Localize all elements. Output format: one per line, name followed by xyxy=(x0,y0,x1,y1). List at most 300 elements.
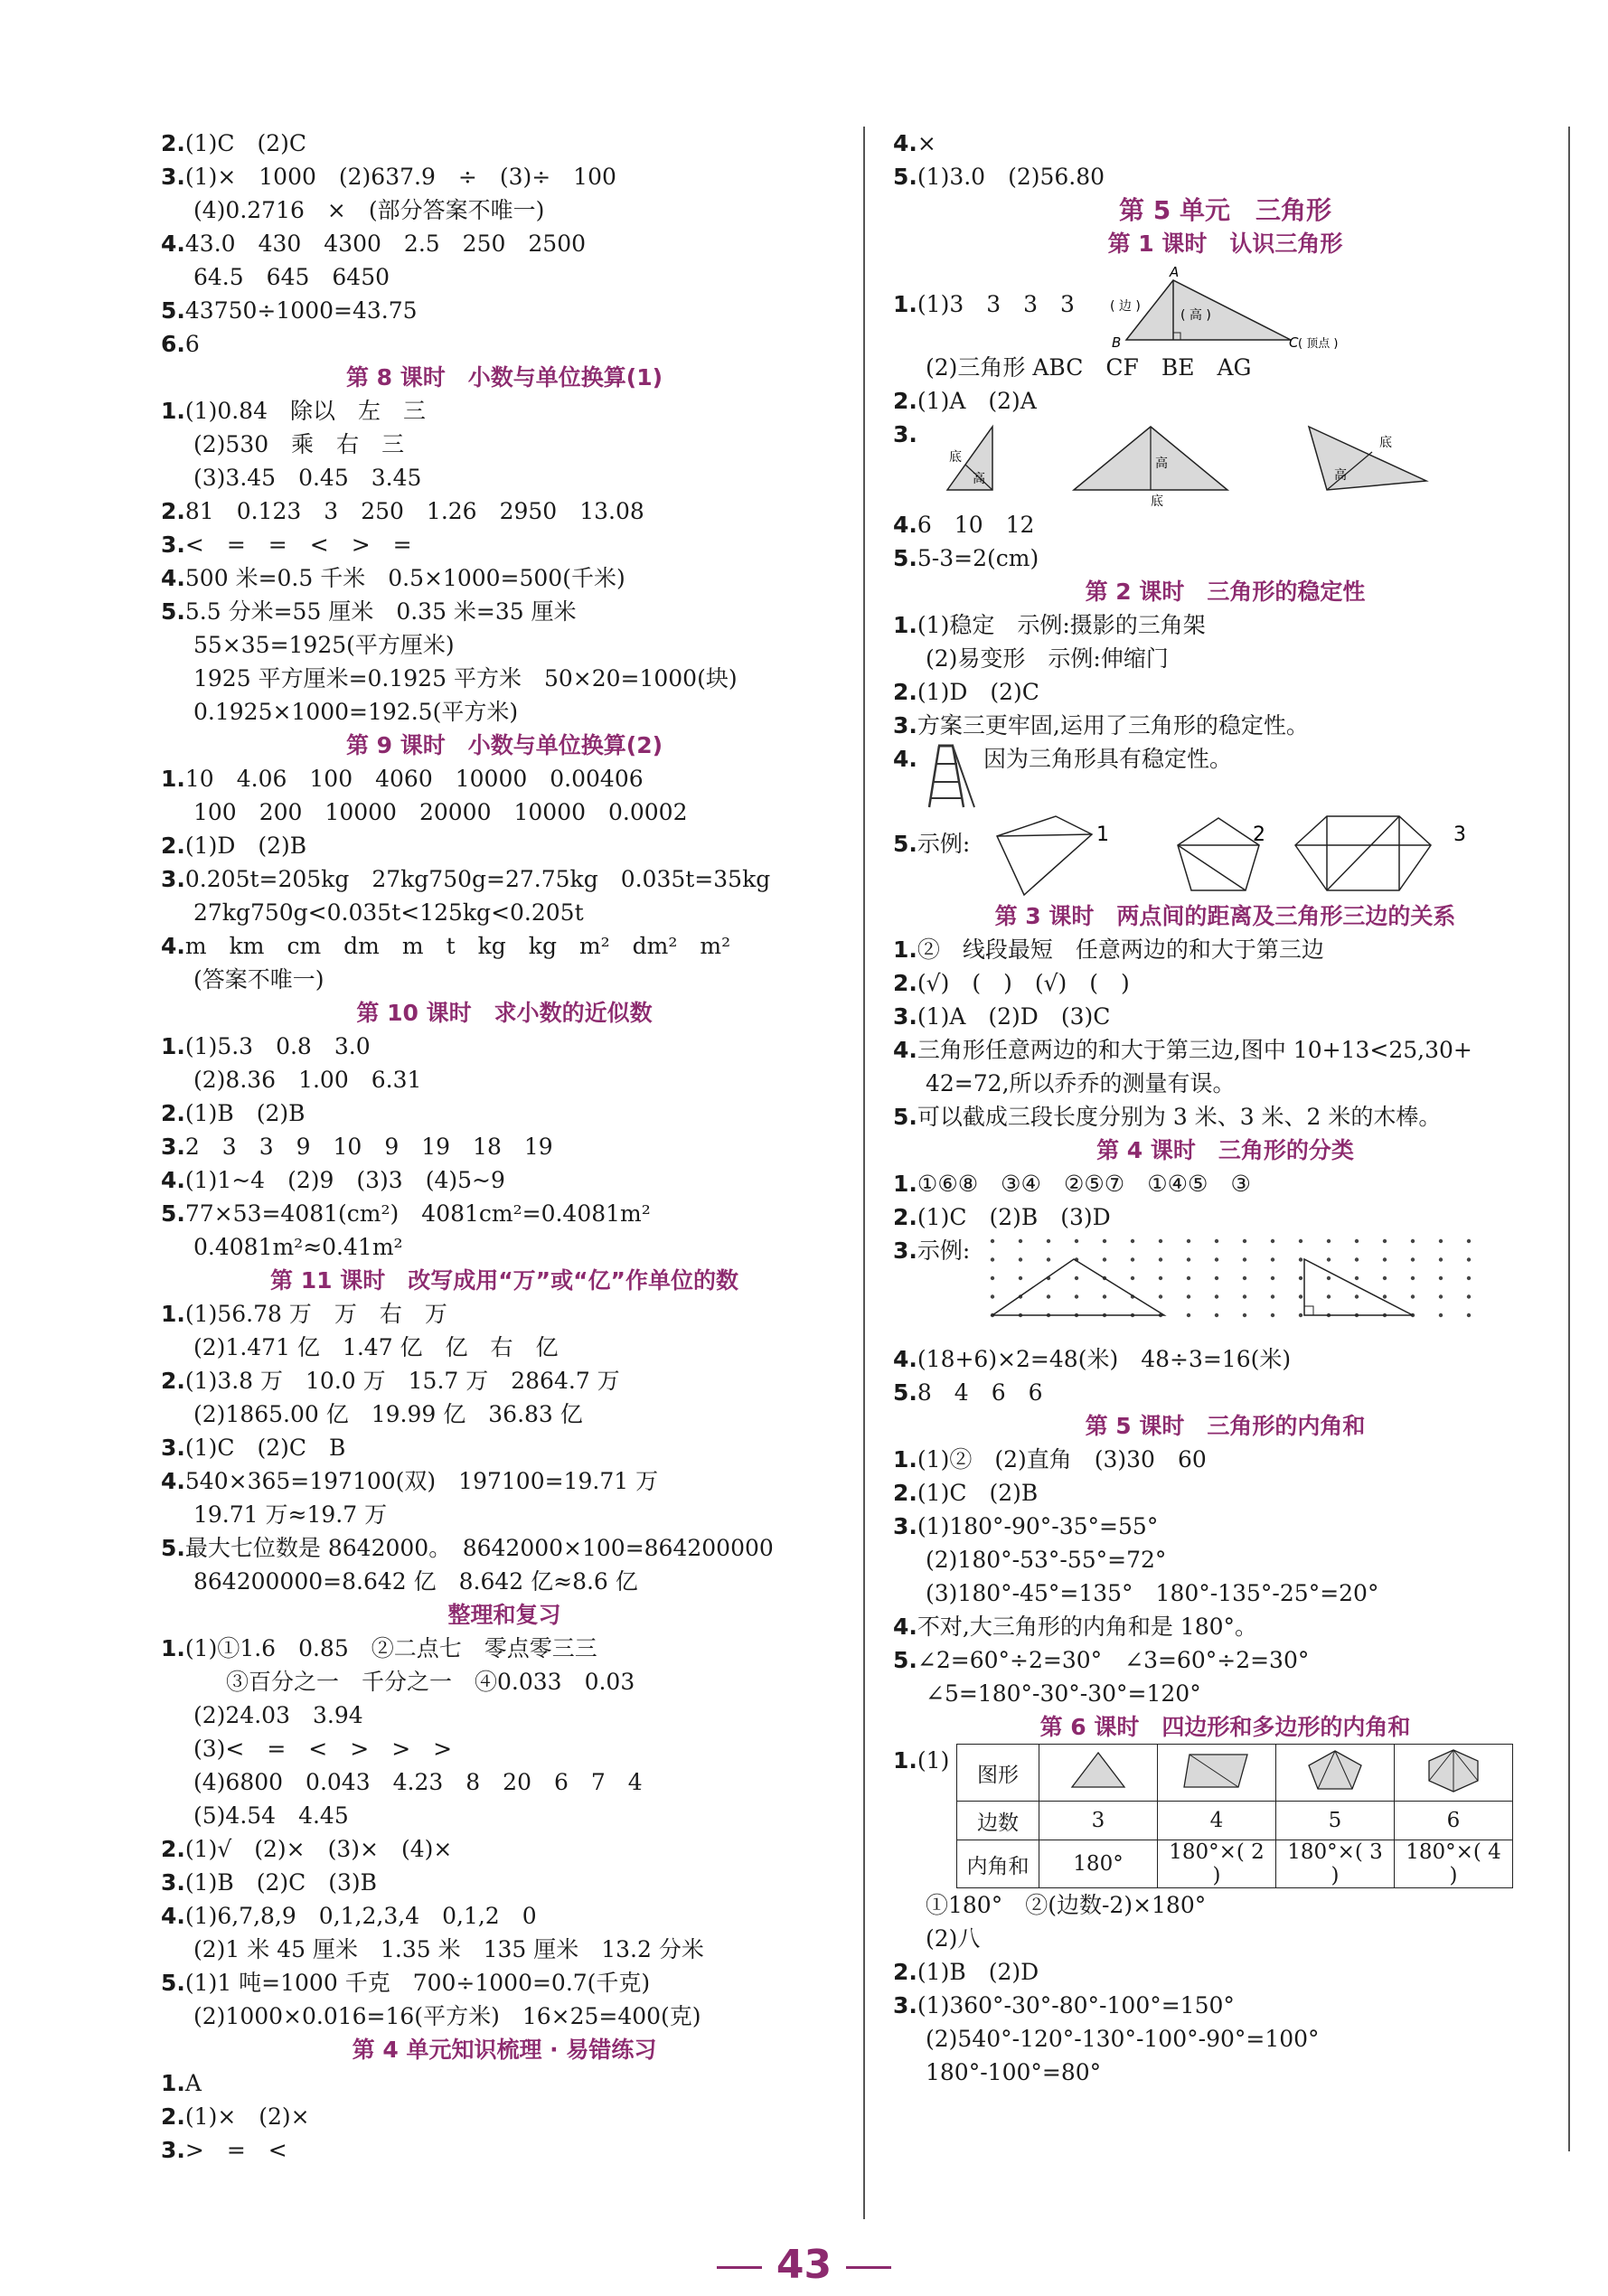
grid-dot xyxy=(1327,1276,1331,1280)
grid-dot xyxy=(1019,1257,1022,1261)
header-shape: 图形 xyxy=(957,1745,1039,1802)
grid-dot xyxy=(1159,1239,1162,1243)
answer-text: 不对,大三角形的内角和是 180°。 xyxy=(917,1614,1258,1640)
answer-text: 27kg750g<0.035t<125kg<0.205t xyxy=(193,899,584,926)
answer-line xyxy=(161,327,848,361)
section-heading: 第 10 课时 求小数的近似数 xyxy=(356,1000,653,1026)
question-number: 3. xyxy=(893,712,917,739)
answer-line xyxy=(893,127,1557,160)
answer-text: (1)0.84 除以 左 三 xyxy=(184,398,426,424)
question-number: 5. xyxy=(893,1104,917,1130)
answer-line xyxy=(161,428,848,461)
grid-dot xyxy=(1467,1257,1471,1261)
answer-line xyxy=(161,1331,848,1364)
q1-block: 1.(1)3 3 3 3 A B C ( 边 ) ( 高 ) ( 顶点 ) xyxy=(893,260,1557,351)
answer-text: 42=72,所以乔乔的测量有误。 xyxy=(926,1070,1236,1096)
answer-line xyxy=(161,160,848,193)
grid-dot xyxy=(1383,1276,1387,1280)
answer-text: (2)8.36 1.00 6.31 xyxy=(193,1067,422,1093)
grid-dot xyxy=(1271,1257,1274,1261)
answer-text: (1)180°-90°-35°=55° xyxy=(917,1513,1159,1539)
answer-line xyxy=(161,1866,848,1899)
question-number: 3. xyxy=(893,1992,917,2018)
answer-text: ② 线段最短 任意两边的和大于第三边 xyxy=(917,936,1324,963)
height-label: 高 xyxy=(1155,456,1168,471)
answer-line xyxy=(893,1888,1557,1922)
grid-dot xyxy=(1215,1257,1218,1261)
triangle-heights-figure xyxy=(893,418,1557,508)
answer-text: (4)0.2716 × (部分答案不唯一) xyxy=(193,197,545,223)
sides-cell: 6 xyxy=(1395,1802,1513,1840)
answer-line xyxy=(161,1799,848,1832)
question-number: 1. xyxy=(893,612,917,638)
pentagon-shape-cell xyxy=(1276,1745,1395,1802)
grid-dot xyxy=(1187,1239,1190,1243)
answer-text: (√) ( ) (√) ( ) xyxy=(917,970,1130,996)
answer-text: 2 3 3 9 10 9 19 18 19 xyxy=(184,1134,553,1160)
answer-text: (2)八 xyxy=(926,1925,981,1952)
answer-line xyxy=(161,628,848,662)
answer-text: 可以截成三段长度分别为 3 米、3 米、2 米的木棒。 xyxy=(917,1104,1442,1130)
section-heading: 第 8 课时 小数与单位换算(1) xyxy=(345,364,663,391)
grid-dot xyxy=(1103,1239,1106,1243)
answer-text: (1)A (2)A xyxy=(917,388,1037,414)
q3-triangles-block: 3. 底 高 高 底 底 高 xyxy=(893,418,1557,508)
grid-dot xyxy=(1411,1294,1415,1298)
question-number: 4. xyxy=(161,565,185,591)
answer-text: (1)× (2)× xyxy=(184,2103,310,2130)
grid-dot xyxy=(1299,1239,1302,1243)
grid-dot xyxy=(1187,1257,1190,1261)
answer-line xyxy=(893,1510,1557,1543)
answer-text: 示例: xyxy=(917,831,971,857)
answer-text: (2)24.03 3.94 xyxy=(193,1702,363,1728)
answer-line xyxy=(161,1632,848,1665)
question-number: 6. xyxy=(161,331,185,357)
grid-dot xyxy=(1243,1239,1246,1243)
grid-dot xyxy=(1411,1276,1415,1280)
answer-text: × xyxy=(917,130,936,156)
grid-dot xyxy=(1047,1294,1050,1298)
answer-line xyxy=(161,260,848,294)
answer-text: (4)6800 0.043 4.23 8 20 6 7 4 xyxy=(193,1769,643,1795)
answer-text: 因为三角形具有稳定性。 xyxy=(983,746,1233,772)
answer-text: 方案三更牢固,运用了三角形的稳定性。 xyxy=(917,712,1309,739)
answer-line xyxy=(161,662,848,695)
answer-text: (3)180°-45°=135° 180°-135°-25°=20° xyxy=(926,1580,1379,1606)
answer-text: 0.205t=205kg 27kg750g=27.75kg 0.035t=35kg xyxy=(184,866,771,892)
dot-grid-figure xyxy=(979,1234,1485,1342)
answer-text: (1)C (2)B xyxy=(917,1480,1039,1506)
answer-text: 5-3=2(cm) xyxy=(917,545,1039,571)
answer-line xyxy=(893,709,1557,742)
answer-line xyxy=(161,193,848,227)
vertex-b-label: B xyxy=(1112,334,1122,351)
answer-text: (1)3.0 (2)56.80 xyxy=(917,164,1105,190)
height-label: 高 xyxy=(973,472,985,486)
answer-line xyxy=(161,127,848,160)
sides-cell: 5 xyxy=(1276,1802,1395,1840)
answer-text: (1)56.78 万 万 右 万 xyxy=(184,1301,447,1327)
answer-text: (1)6,7,8,9 0,1,2,3,4 0,1,2 0 xyxy=(184,1903,537,1929)
answer-line xyxy=(893,1543,1557,1576)
answer-text: 1925 平方厘米=0.1925 平方米 50×20=1000(块) xyxy=(193,665,738,692)
answer-line xyxy=(161,862,848,896)
question-number: 1. xyxy=(893,1747,917,1774)
answer-line xyxy=(161,963,848,996)
figure-number: 2 xyxy=(1253,823,1265,846)
answer-text: 500 米=0.5 千米 0.5×1000=500(千米) xyxy=(184,565,625,591)
section-heading: 第 2 课时 三角形的稳定性 xyxy=(1085,579,1366,605)
grid-dot xyxy=(1439,1294,1443,1298)
question-number: 2. xyxy=(893,970,917,996)
answer-line xyxy=(893,1443,1557,1476)
answer-line xyxy=(161,1732,848,1765)
answer-text: (1)5.3 0.8 3.0 xyxy=(184,1033,371,1059)
answer-line xyxy=(161,1832,848,1866)
answer-line xyxy=(893,541,1557,575)
question-number: 2. xyxy=(161,130,185,156)
answer-line xyxy=(893,1000,1557,1033)
answer-text: (2)1000×0.016=16(平方米) 16×25=400(克) xyxy=(193,2003,701,2029)
section-heading: 第 11 课时 改写成用“万”或“亿”作单位的数 xyxy=(270,1267,738,1294)
page-number: 43 xyxy=(0,2242,1608,2288)
grid-dot xyxy=(1103,1257,1106,1261)
answer-text: (1)3 3 3 3 xyxy=(917,291,1075,317)
grid-dot xyxy=(1159,1257,1162,1261)
question-number: 1. xyxy=(893,936,917,963)
question-number: 4. xyxy=(161,933,185,959)
grid-dot xyxy=(991,1276,994,1280)
question-number: 3. xyxy=(161,1435,185,1461)
grid-dot xyxy=(1075,1276,1078,1280)
question-number: 2. xyxy=(893,1480,917,1506)
question-number: 1. xyxy=(161,1033,185,1059)
answer-text: 43.0 430 4300 2.5 250 2500 xyxy=(184,231,587,257)
section-heading: 第 5 课时 三角形的内角和 xyxy=(1085,1413,1366,1439)
grid-dot xyxy=(1355,1276,1359,1280)
answer-text: (1)A (2)D (3)C xyxy=(917,1003,1111,1030)
answer-line xyxy=(161,1130,848,1163)
grid-dot xyxy=(1187,1276,1190,1280)
answer-text: 81 0.123 3 250 1.26 2950 13.08 xyxy=(184,498,644,524)
answer-text: (1)C (2)C xyxy=(184,130,306,156)
answer-text: (1)①1.6 0.85 ②二点七 零点零三三 xyxy=(184,1635,597,1661)
polygon-angle-table xyxy=(956,1744,1513,1888)
answer-line xyxy=(161,1899,848,1933)
question-number: 2. xyxy=(893,679,917,705)
right-edge-divider xyxy=(1568,127,1570,2151)
answer-text: 0.4081m²≈0.41m² xyxy=(193,1234,403,1260)
question-number: 3. xyxy=(161,866,185,892)
answer-text: A xyxy=(184,2070,202,2096)
answer-line xyxy=(161,1531,848,1565)
answer-line xyxy=(893,1576,1557,1610)
answer-line xyxy=(893,1955,1557,1989)
answer-text: 55×35=1925(平方厘米) xyxy=(193,632,455,658)
question-number: 1. xyxy=(161,398,185,424)
answer-line xyxy=(893,508,1557,541)
answer-text: 5.5 分米=55 厘米 0.35 米=35 厘米 xyxy=(184,598,577,625)
answer-text: (1)B (2)C (3)B xyxy=(184,1869,378,1896)
answer-text: (2)540°-120°-130°-100°-90°=100° xyxy=(926,2026,1320,2052)
answer-line xyxy=(161,1063,848,1096)
question-number: 1. xyxy=(893,1171,917,1197)
answer-line xyxy=(893,1476,1557,1510)
question-number: 1. xyxy=(161,766,185,792)
question-number: 1. xyxy=(161,2070,185,2096)
edge-label: ( 边 ) xyxy=(1110,299,1141,314)
question-number: 1. xyxy=(161,1301,185,1327)
answer-line xyxy=(161,929,848,963)
grid-dot xyxy=(1383,1294,1387,1298)
question-number: 4. xyxy=(893,1346,917,1372)
answer-line xyxy=(893,1100,1557,1134)
answer-line xyxy=(161,2100,848,2133)
polygon-table-block xyxy=(893,1744,1557,1888)
answer-text: 0.1925×1000=192.5(平方米) xyxy=(193,699,519,725)
question-number: 2. xyxy=(161,833,185,859)
question-number: 5. xyxy=(893,164,917,190)
grid-dot xyxy=(1439,1257,1443,1261)
section-heading: 第 9 课时 小数与单位换算(2) xyxy=(345,732,663,758)
grid-dot xyxy=(1215,1239,1218,1243)
section-heading: 整理和复习 xyxy=(447,1602,561,1628)
answer-text: (1)② (2)直角 (3)30 60 xyxy=(917,1446,1207,1473)
answer-line xyxy=(161,1565,848,1598)
answer-text: (2)1.471 亿 1.47 亿 亿 右 亿 xyxy=(193,1334,559,1360)
q3-dotgrid-block: 3.示例: xyxy=(893,1234,1557,1342)
grid-dot xyxy=(1355,1239,1359,1243)
figure-number: 1 xyxy=(1096,823,1109,846)
answer-text: < = = < > = xyxy=(184,532,412,558)
answer-text: (1)C (2)B (3)D xyxy=(917,1204,1111,1230)
answer-line xyxy=(161,461,848,494)
grid-dot xyxy=(1467,1239,1471,1243)
grid-dot xyxy=(991,1257,994,1261)
section-heading: 第 3 课时 两点间的距离及三角形三边的关系 xyxy=(994,903,1456,929)
answer-line xyxy=(893,1643,1557,1677)
answer-line xyxy=(893,1200,1557,1234)
question-number: 4. xyxy=(893,512,917,538)
answer-text: 10 4.06 100 4060 10000 0.00406 xyxy=(184,766,644,792)
height-label: ( 高 ) xyxy=(1180,308,1211,323)
grid-dot xyxy=(1271,1276,1274,1280)
grid-dot xyxy=(1159,1294,1162,1298)
grid-dot xyxy=(1271,1313,1274,1317)
q5-polygons-block: 5.示例: 1 2 3 xyxy=(893,809,1557,899)
answer-line xyxy=(161,294,848,327)
question-number: 2. xyxy=(893,1204,917,1230)
answer-line xyxy=(161,795,848,829)
answer-line xyxy=(161,1431,848,1464)
question-number: 4. xyxy=(893,1614,917,1640)
answer-line xyxy=(161,762,848,795)
answer-text: (1)D (2)B xyxy=(184,833,307,859)
question-number: 5. xyxy=(161,297,185,324)
section-heading: 第 6 课时 四边形和多边形的内角和 xyxy=(1039,1714,1411,1740)
right-column: 4.× 5.(1)3.0 (2)56.80 第 5 单元 三角形 第 1 课时 认识三角形 1.(1)3 3 3 3 A B C ( 边 ) ( 高 ) ( 顶点 ) (2)三角形 ABC CF BE AG 2.(1)A (2)A 3. 底 高 高 底 底 高 4.6 10 12 5.5-3=2(cm) 第 2 课时 三角形的稳定性 1.(1)稳定 示例:摄影的三角架 (2)易变形 示例:伸缩门 2.(1)D (2)C 3.方案三更牢固,运用了三角形的稳定性。 4. 因为三角形具有稳定性。 5.示例: 1 2 3 第 3 课时 两点间的距离及三角形三边的关系 1.② 线段最短 任意两边的和大于第三边 2.(√) ( ) (√) ( ) 3.(1)A (2)D (3)C 4.三角形任意两边的和大于第三边,图中 10+13<25,30+ 42=72,所以乔乔的测量有误。 5.可以截成三段长度分别为 3 米、3 米、2 米的木棒。 第 4 课时 三角形的分类 1.①⑥⑧ ③④ ②⑤⑦ ①④⑤ ③ 2.(1)C (2)B (3)D 3.示例: 4.(18+6)×2=48(米) 48÷3=16(米) 5.8 4 6 6 第 5 课时 三角形的内角和 1.(1)② (2)直角 (3)30 60 2.(1)C (2)B 3.(1)180°-90°-35°=55° (2)180°-53°-55°=72° (3)180°-45°=135° 180°-135°-25°=20° 4.不对,大三角形的内角和是 180°。 5.∠2=60°÷2=30° ∠3=60°÷2=30° ∠5=180°-30°-30°=120° 第 6 课时 四边形和多边形的内角和 1.(1) 图形 边数 3 4 5 6 内角和 180° 180°×( 2 ) 180°×( 3 ) 180°×( 4 ) ①180° ②(边数-2)×180° (2)八 2.(1)B (2)D 3.(1)360°-30°-80°-100°=150° (2)540°-120°-130°-100°-90°=100° 180°-100°=80° xyxy=(893,127,1557,2089)
answer-line xyxy=(893,1342,1557,1376)
answer-line xyxy=(161,695,848,729)
question-number: 5. xyxy=(161,1970,185,1996)
question-number: 1. xyxy=(161,1635,185,1661)
answer-text: 864200000=8.642 亿 8.642 亿≈8.6 亿 xyxy=(193,1568,638,1595)
question-number: 5. xyxy=(893,1379,917,1406)
grid-dot xyxy=(1243,1294,1246,1298)
answer-text: (2)易变形 示例:伸缩门 xyxy=(926,645,1169,672)
question-number: 5. xyxy=(161,598,185,625)
answer-text: (18+6)×2=48(米) 48÷3=16(米) xyxy=(917,1346,1292,1372)
grid-dot xyxy=(1075,1294,1078,1298)
answer-line xyxy=(893,1376,1557,1409)
grid-dot xyxy=(1299,1294,1302,1298)
grid-dot xyxy=(1243,1313,1246,1317)
answer-line xyxy=(893,1989,1557,2022)
grid-dot xyxy=(991,1294,994,1298)
section-heading: 第 4 课时 三角形的分类 xyxy=(1096,1137,1354,1163)
question-number: 4. xyxy=(161,1468,185,1494)
answer-line xyxy=(161,1030,848,1063)
answer-text: ③百分之一 千分之一 ④0.033 0.03 xyxy=(226,1669,635,1695)
answer-text: (3)< = < > > > xyxy=(193,1736,453,1762)
column-divider xyxy=(863,127,865,2219)
pentagon-icon xyxy=(1303,1747,1367,1793)
answer-text: ①⑥⑧ ③④ ②⑤⑦ ①④⑤ ③ xyxy=(917,1171,1251,1197)
question-number: 3. xyxy=(161,1869,185,1896)
grid-dot xyxy=(1271,1294,1274,1298)
answer-text: (1)C (2)C B xyxy=(184,1435,346,1461)
ladder-icon xyxy=(926,742,980,809)
hexagon-icon xyxy=(1422,1746,1485,1793)
answer-text: ①180° ②(边数-2)×180° xyxy=(926,1892,1207,1918)
grid-dot xyxy=(1383,1239,1387,1243)
unit-title: 第 5 单元 三角形 xyxy=(1119,195,1331,225)
grid-dot xyxy=(1243,1257,1246,1261)
question-number: 5. xyxy=(161,1200,185,1227)
answer-line xyxy=(893,933,1557,966)
grid-dot xyxy=(1019,1276,1022,1280)
answer-text: 19.71 万≈19.7 万 xyxy=(193,1501,388,1528)
hexagon-shape-cell xyxy=(1395,1745,1513,1802)
question-number: 5. xyxy=(893,1647,917,1673)
grid-dot xyxy=(1103,1294,1106,1298)
angle-sum-cell: 180°×( 4 ) xyxy=(1395,1840,1513,1888)
question-number: 4. xyxy=(893,130,917,156)
answer-line xyxy=(893,1610,1557,1643)
grid-dot xyxy=(1047,1257,1050,1261)
grid-dot xyxy=(1187,1313,1190,1317)
sub-label: (1) xyxy=(917,1747,950,1774)
answer-line xyxy=(161,1230,848,1264)
answer-line xyxy=(161,1397,848,1431)
question-number: 3. xyxy=(161,2137,185,2163)
answer-text: (2)530 乘 右 三 xyxy=(193,431,405,457)
answer-text: > = < xyxy=(184,2137,287,2163)
angle-sum-cell: 180°×( 2 ) xyxy=(1158,1840,1276,1888)
answer-line xyxy=(161,2133,848,2167)
grid-dot xyxy=(1215,1294,1218,1298)
vertex-label: ( 顶点 ) xyxy=(1298,337,1339,351)
grid-dot xyxy=(1131,1239,1134,1243)
triangle-icon xyxy=(1067,1747,1130,1793)
answer-line xyxy=(161,2000,848,2033)
answer-text: 180°-100°=80° xyxy=(926,2059,1102,2085)
sides-cell: 3 xyxy=(1039,1802,1158,1840)
base-label: 底 xyxy=(1379,436,1392,450)
grid-dot xyxy=(1439,1313,1443,1317)
grid-dot xyxy=(1327,1239,1331,1243)
answer-line xyxy=(161,1498,848,1531)
answer-text: 6 10 12 xyxy=(917,512,1035,538)
answer-text: ∠5=180°-30°-30°=120° xyxy=(926,1680,1201,1707)
section-heading: 第 4 单元知识梳理 · 易错练习 xyxy=(352,2037,657,2063)
q4-ladder-block: 4. 因为三角形具有稳定性。 xyxy=(893,742,1557,809)
answer-text: 43750÷1000=43.75 xyxy=(184,297,418,324)
answer-line xyxy=(893,1033,1557,1067)
base-label: 底 xyxy=(1151,494,1163,509)
answer-line xyxy=(161,561,848,595)
answer-text: 最大七位数是 8642000。 8642000×100=864200000 xyxy=(184,1535,774,1561)
grid-dot xyxy=(1075,1239,1078,1243)
answer-line xyxy=(161,1197,848,1230)
quadrilateral-icon xyxy=(1180,1747,1253,1793)
answer-text: (5)4.54 4.45 xyxy=(193,1802,349,1829)
answer-line xyxy=(893,642,1557,675)
polygon-division-figure xyxy=(983,809,1544,899)
answer-text: ∠2=60°÷2=30° ∠3=60°÷2=30° xyxy=(917,1647,1310,1673)
answer-line xyxy=(161,394,848,428)
height-label: 高 xyxy=(1334,468,1347,483)
grid-dot xyxy=(1019,1239,1022,1243)
answer-text: (答案不唯一) xyxy=(193,966,324,993)
grid-dot xyxy=(1131,1276,1134,1280)
question-number: 2. xyxy=(161,498,185,524)
answer-text: (1)× 1000 (2)637.9 ÷ (3)÷ 100 xyxy=(184,164,616,190)
vertex-a-label: A xyxy=(1170,264,1180,280)
question-number: 4. xyxy=(161,1167,185,1193)
answer-text: 100 200 10000 20000 10000 0.0002 xyxy=(193,799,688,825)
base-label: 底 xyxy=(949,450,962,465)
grid-dot xyxy=(1327,1257,1331,1261)
grid-dot xyxy=(1355,1257,1359,1261)
grid-dot xyxy=(1243,1276,1246,1280)
answer-line xyxy=(161,494,848,528)
question-number: 2. xyxy=(161,1100,185,1126)
question-number: 5. xyxy=(161,1535,185,1561)
answer-line xyxy=(161,528,848,561)
header-angle-sum: 内角和 xyxy=(957,1840,1039,1888)
answer-text: 示例: xyxy=(917,1237,971,1264)
answer-line xyxy=(161,1364,848,1397)
lesson-title: 第 1 课时 认识三角形 xyxy=(1107,231,1343,257)
answer-line xyxy=(161,1096,848,1130)
question-number: 5. xyxy=(893,545,917,571)
grid-dot xyxy=(1159,1276,1162,1280)
question-number: 1. xyxy=(893,1446,917,1473)
answer-line xyxy=(893,1677,1557,1710)
question-number: 3. xyxy=(893,1003,917,1030)
quad-shape-cell xyxy=(1158,1745,1276,1802)
triangle-shape-cell xyxy=(1039,1745,1158,1802)
answer-text: 6 xyxy=(184,331,200,357)
grid-dot xyxy=(991,1239,994,1243)
answer-text: (1)稳定 示例:摄影的三角架 xyxy=(917,612,1206,638)
question-number: 2. xyxy=(161,1368,185,1394)
answer-line xyxy=(161,227,848,260)
answer-line xyxy=(893,2022,1557,2056)
answer-text: (2)1 米 45 厘米 1.35 米 135 厘米 13.2 分米 xyxy=(193,1936,704,1962)
